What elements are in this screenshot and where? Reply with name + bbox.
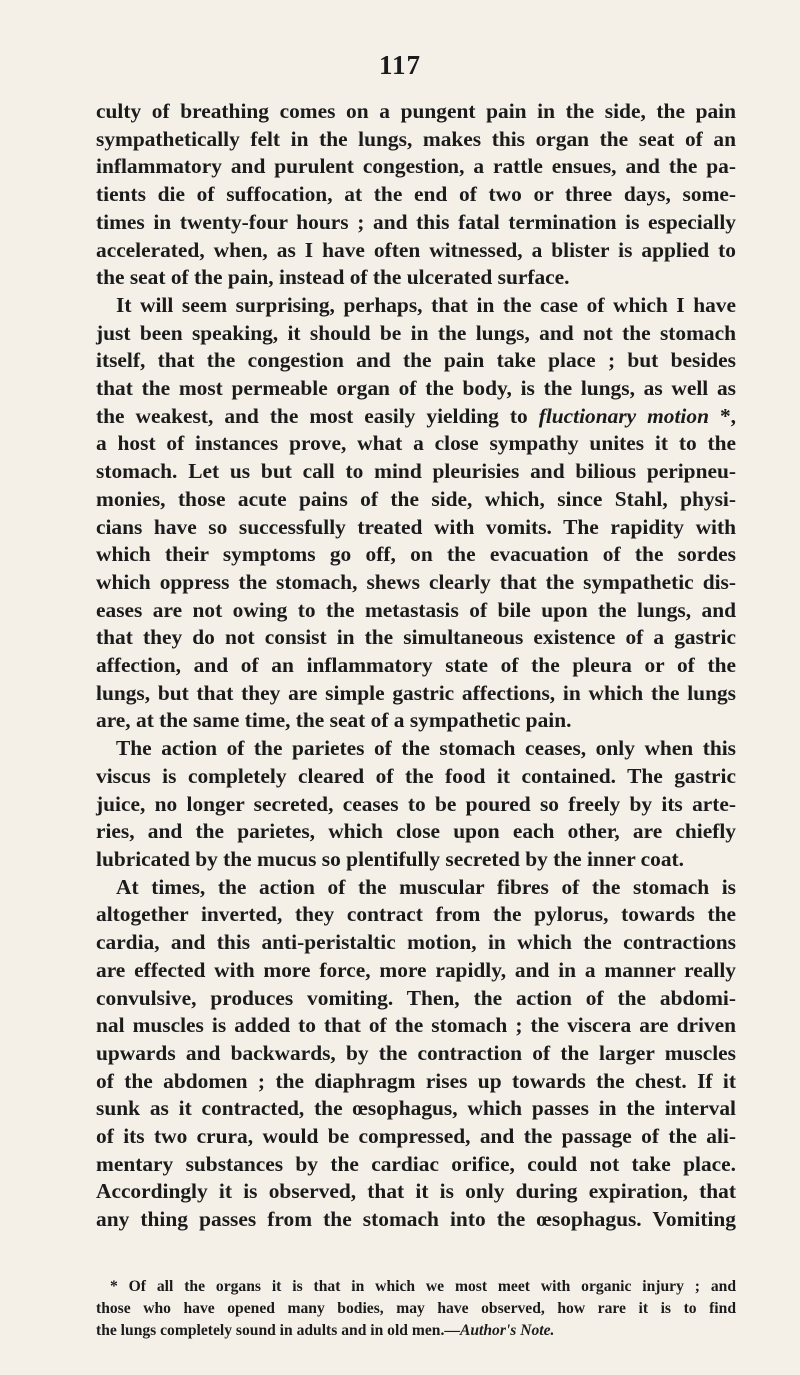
text-line: sunk as it contracted, the œsophagus, which passes in the interval [96, 1096, 736, 1121]
text-line: lungs, but that they are simple gastric affections, in which the lungs [96, 680, 736, 705]
text-line: altogether inverted, they contract from the pylorus, towards the [96, 902, 736, 927]
footnote-attribution: Author's Note. [459, 1322, 555, 1339]
text-line: ries, and the parietes, which close upon each other, are chiefly [96, 819, 736, 844]
page-number: 117 [378, 50, 421, 80]
main-text [96, 98, 736, 1234]
text-line: which their symptoms go off, on the evacuation of the sordes [96, 542, 736, 567]
text-line: that they do not consist in the simultaneous existence of a gastric [96, 625, 736, 650]
text-line: nal muscles is added to that of the stomach ; the viscera are driven [96, 1013, 736, 1038]
text-line: of the abdomen ; the diaphragm rises up towards the chest. If it [96, 1068, 736, 1093]
text-line: juice, no longer secreted, ceases to be poured so freely by its arte- [96, 791, 736, 816]
text-line: affection, and of an inflammatory state of the pleura or of the [96, 653, 736, 678]
text-line: the seat of the pain, instead of the ulcerated surface. [96, 265, 570, 290]
text-line: inflammatory and purulent congestion, a rattle ensues, and the pa- [96, 154, 736, 179]
text-line: accelerated, when, as I have often witnessed, a blister is applied to [96, 237, 736, 262]
footnote-line-with-attribution [96, 1320, 736, 1342]
italic-phrase: fluctionary motion [538, 403, 709, 428]
text-line: stomach. Let us but call to mind pleurisies and bilious peripneu- [96, 459, 736, 484]
text-line: sympathetically felt in the lungs, makes this organ the seat of an [96, 126, 736, 151]
footnote-line: * Of all the organs it is that in which we most meet with organic injury ; and [110, 1278, 736, 1295]
text-line: Accordingly it is observed, that it is only during expiration, that [96, 1179, 736, 1204]
text-line: a host of instances prove, what a close sympathy unites it to the [96, 431, 736, 456]
text-line-with-italic [96, 403, 736, 431]
text-line: culty of breathing comes on a pungent pain in the side, the pain [96, 99, 736, 123]
text-line: It will seem surprising, perhaps, that in the case of which I have [116, 292, 736, 317]
footnote-line: those who have opened many bodies, may have observed, how rare it is to find [96, 1300, 736, 1317]
text-line: just been speaking, it should be in the lungs, and not the stomach [96, 320, 736, 345]
text-line: monies, those acute pains of the side, which, since Stahl, physi- [96, 486, 736, 511]
text-line: tients die of suffocation, at the end of two or three days, some- [96, 182, 736, 207]
text-line: eases are not owing to the metastasis of bile upon the lungs, and [96, 597, 736, 622]
footnote [96, 1276, 736, 1342]
text-line: cardia, and this anti-peristaltic motion, in which the contractions [96, 930, 736, 955]
text-line: itself, that the congestion and the pain take place ; but besides [96, 348, 736, 373]
footnote-reference: *, [708, 403, 737, 428]
text-line: lubricated by the mucus so plentifully secreted by the inner coat. [96, 846, 685, 871]
text-line: At times, the action of the muscular fibres of the stomach is [116, 874, 736, 899]
text-line: that the most permeable organ of the body, is the lungs, as well as [96, 376, 736, 401]
text-line: convulsive, produces vomiting. Then, the action of the abdomi- [96, 985, 736, 1010]
text-line: mentary substances by the cardiac orifice, could not take place. [96, 1151, 736, 1176]
footnote-fragment: the lungs completely sound in adults and in old men.— [96, 1322, 460, 1339]
text-line: cians have so successfully treated with vomits. The rapidity with [96, 514, 736, 539]
text-line: which oppress the stomach, shews clearly that the sympathetic dis- [96, 569, 736, 594]
text-line: are, at the same time, the seat of a sympathetic pain. [96, 708, 572, 733]
text-line: viscus is completely cleared of the food it contained. The gastric [96, 763, 736, 788]
text-line: The action of the parietes of the stomach ceases, only when this [116, 736, 736, 761]
text-line: any thing passes from the stomach into the œsophagus. Vomiting [96, 1207, 736, 1232]
text-fragment: the weakest, and the most easily yielding to [96, 403, 528, 428]
text-line: times in twenty-four hours ; and this fatal termination is especially [96, 209, 736, 234]
text-line: are effected with more force, more rapidly, and in a manner really [96, 957, 736, 982]
text-line: of its two crura, would be compressed, and the passage of the ali- [96, 1124, 736, 1149]
text-line: upwards and backwards, by the contraction of the larger muscles [96, 1040, 736, 1065]
